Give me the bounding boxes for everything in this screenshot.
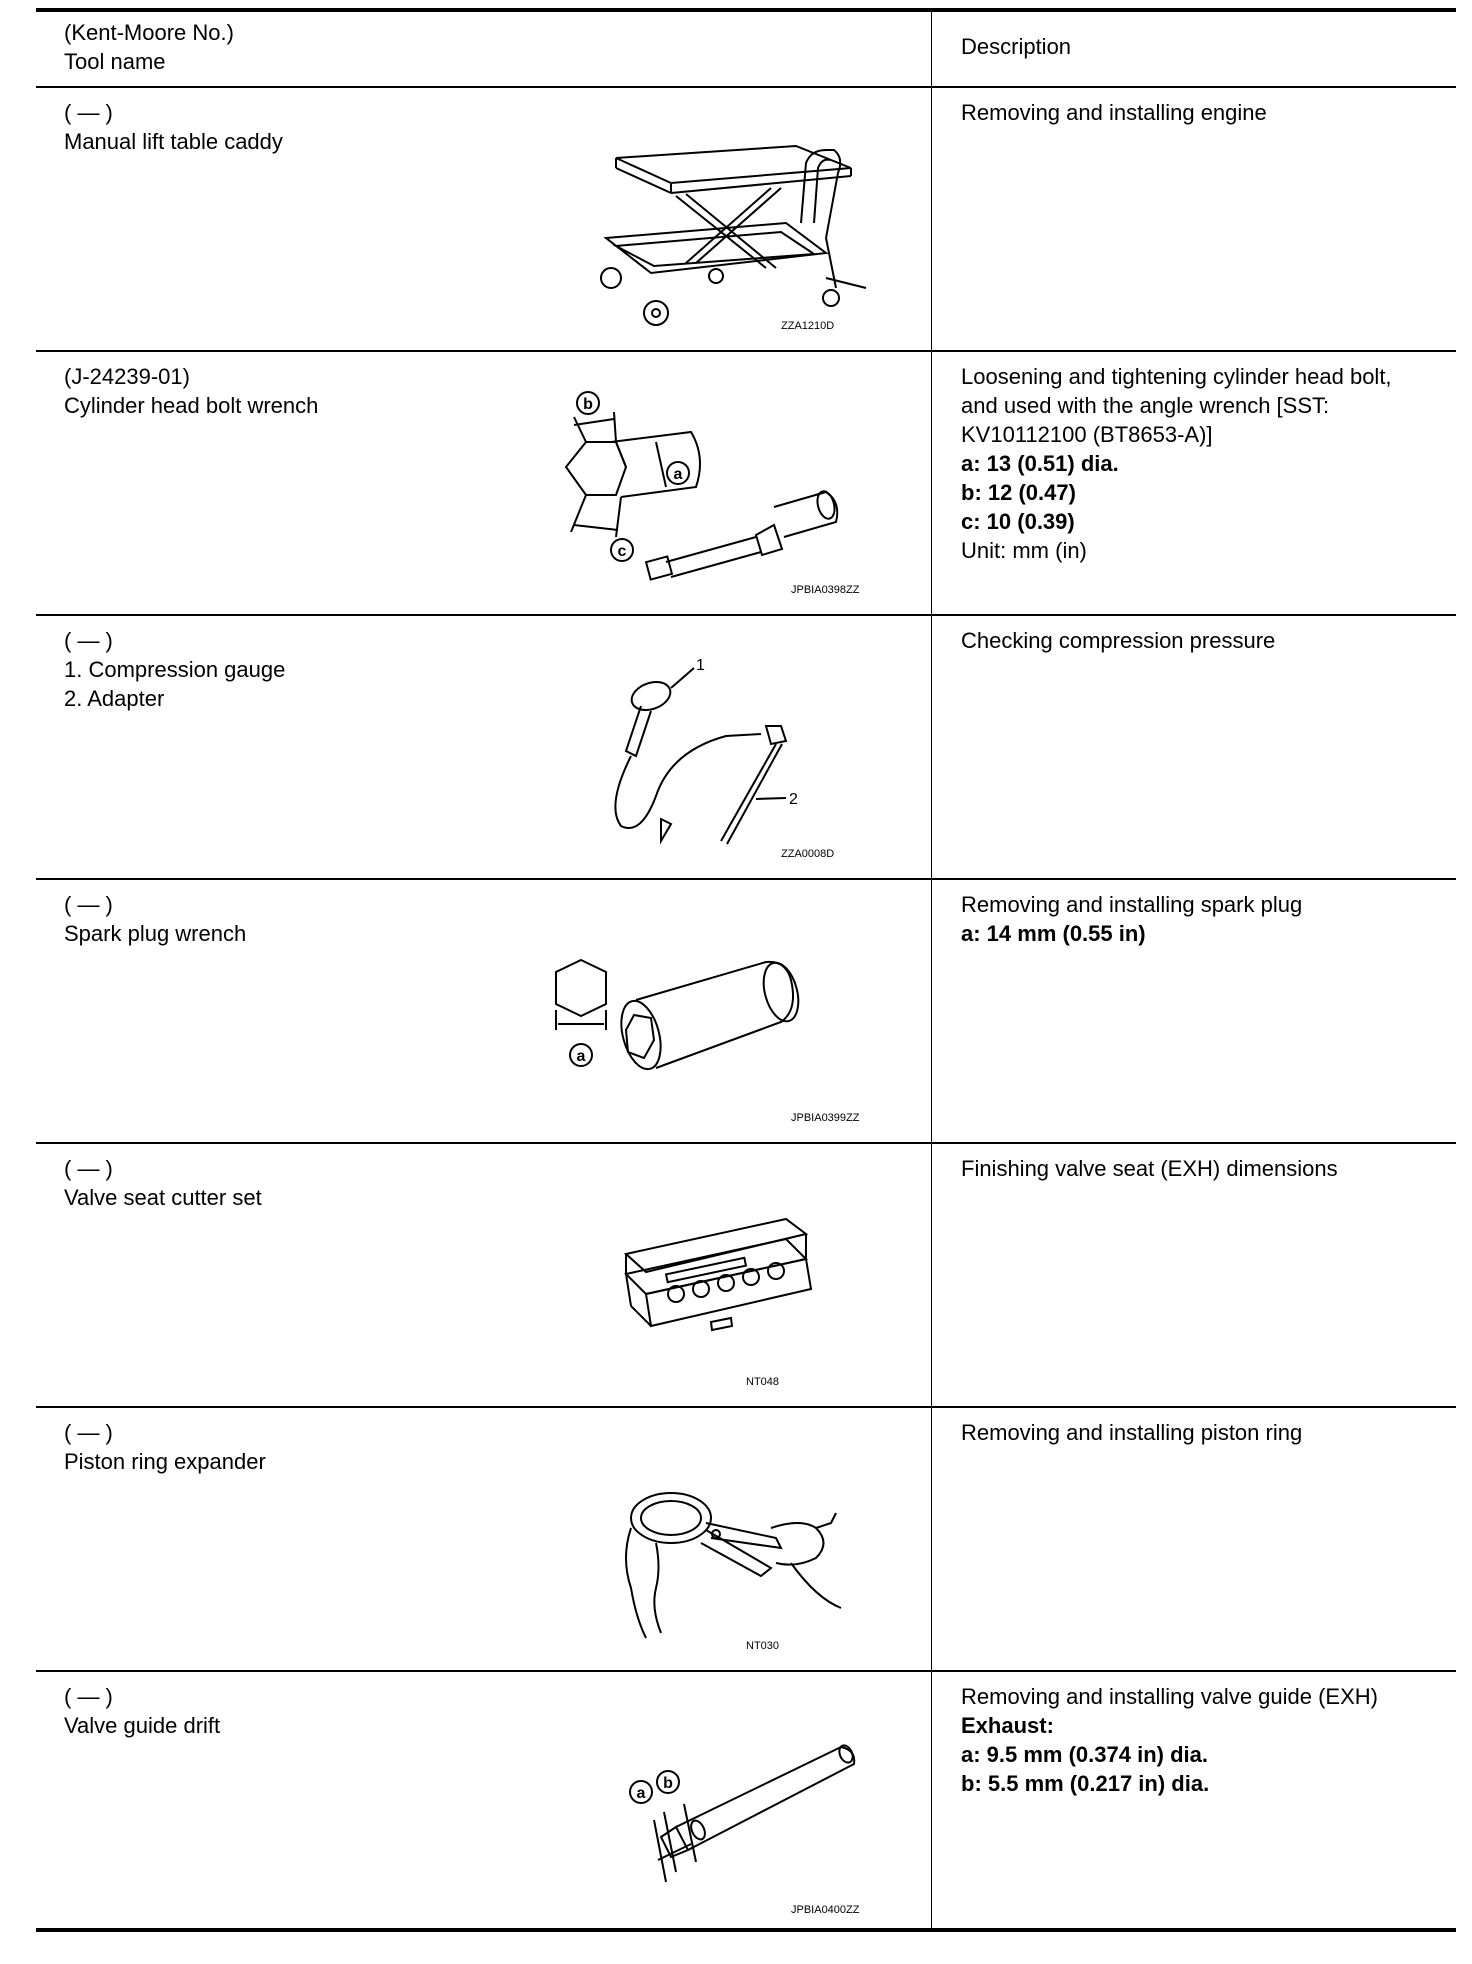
part-label-2: 2 [789,791,798,808]
dimension-label-a: a [636,1785,646,1802]
spec-line: a: 9.5 mm (0.374 in) dia. [961,1742,1208,1767]
dimension-label-c: c [617,543,627,560]
compression-gauge-icon [596,656,856,866]
valve-guide-drift-icon [576,1732,876,1902]
spec-line: a: 14 mm (0.55 in) [961,921,1146,946]
header-description-label: Description [961,34,1072,59]
dimension-label-b: b [583,396,593,413]
table-row [36,1406,1456,1670]
unit-line: Unit: mm (in) [961,538,1087,563]
spark-plug-wrench-icon [536,940,876,1140]
header-tool-name-label: Tool name [64,49,166,74]
tool-name: 2. Adapter [64,686,165,711]
table-row [36,86,1456,350]
kent-moore-number: ( — ) [64,1420,113,1445]
description-line: and used with the angle wrench [SST: [961,393,1330,418]
bolt-wrench-icon [526,387,886,597]
tool-name: Valve seat cutter set [64,1185,262,1210]
part-label-1: 1 [696,657,705,674]
kent-moore-number: ( — ) [64,892,113,917]
header-tool-column [36,12,932,86]
table-row [36,1670,1456,1932]
figure-code: ZZA1210D [781,320,835,332]
kent-moore-number: ( — ) [64,628,113,653]
figure-code: JPBIA0398ZZ [791,584,860,596]
kent-moore-number: ( — ) [64,1684,113,1709]
description-line: Finishing valve seat (EXH) dimensions [961,1156,1338,1181]
description-line: Removing and installing piston ring [961,1420,1303,1445]
spec-line: b: 5.5 mm (0.217 in) dia. [961,1771,1210,1796]
table-row [36,350,1456,614]
spec-line: c: 10 (0.39) [961,509,1075,534]
description-line: Loosening and tightening cylinder head bolt, [961,364,1392,389]
tool-name: Cylinder head bolt wrench [64,393,319,418]
table-row [36,1142,1456,1406]
figure-code: NT048 [746,1376,780,1388]
header-description-column [933,12,1456,86]
description-line: KV10112100 (BT8653-A)] [961,422,1213,447]
table-row [36,614,1456,878]
dimension-label-a: a [576,1048,586,1065]
cutter-set-case-icon [616,1214,846,1374]
description-line: Removing and installing engine [961,100,1267,125]
header-kent-moore-label: (Kent-Moore No.) [64,20,234,45]
figure-code: JPBIA0400ZZ [791,1904,860,1916]
tool-name: Spark plug wrench [64,921,247,946]
tool-name: Valve guide drift [64,1713,221,1738]
figure-code: JPBIA0399ZZ [791,1112,860,1124]
spec-line: Exhaust: [961,1713,1054,1738]
tool-name: 1. Compression gauge [64,657,286,682]
tool-name: Piston ring expander [64,1449,266,1474]
dimension-label-b: b [663,1775,673,1792]
kent-moore-number: ( — ) [64,1156,113,1181]
lift-table-icon [576,128,876,328]
figure-code: NT030 [746,1640,780,1652]
special-tools-table [36,8,1456,1932]
table-bottom-rule [36,1928,1456,1932]
kent-moore-number: (J-24239-01) [64,364,190,389]
table-row [36,878,1456,1142]
description-line: Checking compression pressure [961,628,1276,653]
figure-code: ZZA0008D [781,848,835,860]
dimension-label-a: a [673,466,683,483]
spec-line: b: 12 (0.47) [961,480,1076,505]
description-line: Removing and installing valve guide (EXH) [961,1684,1378,1709]
table-header [36,8,1456,86]
kent-moore-number: ( — ) [64,100,113,125]
description-line: Removing and installing spark plug [961,892,1303,917]
ring-expander-icon [616,1468,856,1648]
tool-name: Manual lift table caddy [64,129,283,154]
spec-line: a: 13 (0.51) dia. [961,451,1119,476]
